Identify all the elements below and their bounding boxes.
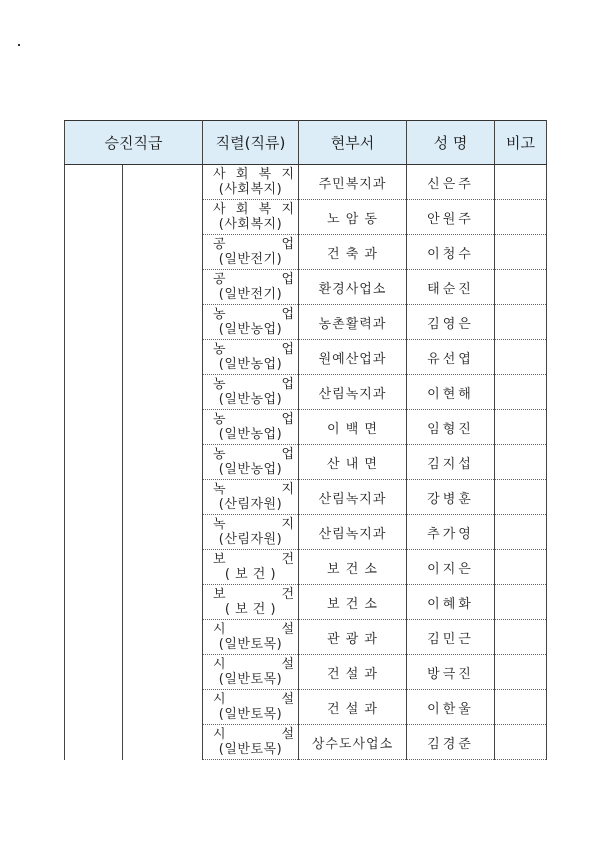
position-char: 보	[213, 587, 226, 602]
position-cell	[203, 445, 299, 480]
position-class: (일반농업)	[218, 427, 283, 442]
note-cell	[495, 305, 547, 340]
position-char: 지	[281, 482, 294, 497]
position-cell	[203, 270, 299, 305]
name-cell: 태순진	[407, 270, 495, 305]
position-char: 업	[281, 237, 294, 252]
department-cell: 건 축 과	[299, 235, 407, 270]
name-cell: 유선엽	[407, 340, 495, 375]
name-cell: 안원주	[407, 200, 495, 235]
note-cell	[495, 410, 547, 445]
position-series	[203, 237, 298, 252]
position-cell	[203, 235, 299, 270]
note-cell	[495, 445, 547, 480]
name-cell: 방극진	[407, 655, 495, 690]
position-char: 시	[213, 657, 226, 672]
department-cell: 산림녹지과	[299, 480, 407, 515]
position-series	[203, 377, 298, 392]
position-char: 공	[213, 272, 226, 287]
table-body	[65, 165, 547, 760]
position-series	[203, 412, 298, 427]
position-char: 업	[281, 377, 294, 392]
header-note: 비고	[495, 121, 547, 165]
note-cell	[495, 480, 547, 515]
table-header-row	[65, 121, 547, 165]
position-cell	[203, 725, 299, 760]
header-department: 현부서	[299, 121, 407, 165]
note-cell	[495, 620, 547, 655]
name-cell: 이현해	[407, 375, 495, 410]
name-cell: 이지은	[407, 550, 495, 585]
position-char: 업	[281, 447, 294, 462]
position-char: 보	[213, 552, 226, 567]
note-cell	[495, 585, 547, 620]
position-class: (일반전기)	[218, 252, 283, 267]
grade-sub-cell	[123, 165, 203, 760]
position-class: (일반농업)	[218, 392, 283, 407]
note-cell	[495, 690, 547, 725]
name-cell: 강병훈	[407, 480, 495, 515]
position-char: 녹	[213, 482, 226, 497]
name-cell: 김지섭	[407, 445, 495, 480]
position-series	[203, 482, 298, 497]
position-series	[203, 692, 298, 707]
position-series	[203, 552, 298, 567]
note-cell	[495, 235, 547, 270]
name-cell: 추가영	[407, 515, 495, 550]
table-row	[65, 165, 547, 200]
note-cell	[495, 515, 547, 550]
promotion-table	[64, 120, 547, 760]
department-cell: 보 건 소	[299, 585, 407, 620]
name-cell: 이청수	[407, 235, 495, 270]
position-series	[203, 272, 298, 287]
position-char: 사	[213, 167, 226, 182]
department-cell: 건 설 과	[299, 690, 407, 725]
position-class: ( 보 건 )	[224, 602, 277, 617]
name-cell: 김민근	[407, 620, 495, 655]
position-char: 농	[213, 412, 226, 427]
position-char: 회	[235, 167, 249, 182]
position-char: 농	[213, 307, 226, 322]
name-cell: 이혜화	[407, 585, 495, 620]
position-cell	[203, 410, 299, 445]
position-cell	[203, 655, 299, 690]
position-char: 업	[281, 307, 294, 322]
name-cell: 김경준	[407, 725, 495, 760]
department-cell: 산림녹지과	[299, 515, 407, 550]
position-char: 농	[213, 377, 226, 392]
department-cell: 산림녹지과	[299, 375, 407, 410]
department-cell: 건 설 과	[299, 655, 407, 690]
position-series	[203, 167, 298, 182]
grade-cell	[65, 165, 123, 760]
position-char: 회	[235, 202, 249, 217]
page-mark	[18, 44, 20, 46]
position-series	[203, 517, 298, 532]
department-cell: 원예산업과	[299, 340, 407, 375]
department-cell: 관 광 과	[299, 620, 407, 655]
position-class: (일반토목)	[218, 672, 283, 687]
position-cell	[203, 305, 299, 340]
position-class: (일반농업)	[218, 357, 283, 372]
position-char: 녹	[213, 517, 226, 532]
position-series	[203, 727, 298, 742]
note-cell	[495, 725, 547, 760]
position-char: 공	[213, 237, 226, 252]
position-class: (일반토목)	[218, 742, 283, 757]
position-char: 건	[281, 587, 294, 602]
position-class: (일반농업)	[218, 322, 283, 337]
position-char: 지	[281, 202, 294, 217]
name-cell: 임형진	[407, 410, 495, 445]
position-char: 설	[281, 727, 294, 742]
department-cell: 산 내 면	[299, 445, 407, 480]
position-char: 시	[213, 622, 226, 637]
position-cell	[203, 585, 299, 620]
position-cell	[203, 690, 299, 725]
note-cell	[495, 340, 547, 375]
department-cell: 이 백 면	[299, 410, 407, 445]
position-series	[203, 307, 298, 322]
position-char: 농	[213, 342, 226, 357]
position-series	[203, 342, 298, 357]
position-class: (산림자원)	[218, 497, 283, 512]
position-char: 설	[281, 692, 294, 707]
position-series	[203, 622, 298, 637]
position-char: 시	[213, 692, 226, 707]
position-cell	[203, 550, 299, 585]
position-char: 업	[281, 272, 294, 287]
position-char: 설	[281, 622, 294, 637]
position-char: 설	[281, 657, 294, 672]
department-cell: 노 암 동	[299, 200, 407, 235]
position-char: 업	[281, 412, 294, 427]
position-char: 복	[258, 167, 272, 182]
position-char: 건	[281, 552, 294, 567]
position-char: 지	[281, 517, 294, 532]
position-class: (일반농업)	[218, 462, 283, 477]
position-class: (일반전기)	[218, 287, 283, 302]
position-char: 업	[281, 342, 294, 357]
position-char: 복	[258, 202, 272, 217]
position-cell	[203, 480, 299, 515]
position-char: 사	[213, 202, 226, 217]
department-cell: 농촌활력과	[299, 305, 407, 340]
note-cell	[495, 375, 547, 410]
position-cell	[203, 200, 299, 235]
position-class: (일반토목)	[218, 707, 283, 722]
position-char: 농	[213, 447, 226, 462]
position-series	[203, 587, 298, 602]
note-cell	[495, 165, 547, 200]
position-cell	[203, 375, 299, 410]
name-cell: 김영은	[407, 305, 495, 340]
position-cell	[203, 165, 299, 200]
header-grade: 승진직급	[65, 121, 203, 165]
position-class: (산림자원)	[218, 532, 283, 547]
department-cell: 주민복지과	[299, 165, 407, 200]
name-cell: 신은주	[407, 165, 495, 200]
position-class: (사회복지)	[218, 182, 283, 197]
department-cell: 보 건 소	[299, 550, 407, 585]
position-cell	[203, 515, 299, 550]
position-series	[203, 202, 298, 217]
position-char: 시	[213, 727, 226, 742]
position-char: 지	[281, 167, 294, 182]
position-class: (사회복지)	[218, 217, 283, 232]
name-cell: 이한울	[407, 690, 495, 725]
note-cell	[495, 200, 547, 235]
header-name: 성 명	[407, 121, 495, 165]
department-cell: 상수도사업소	[299, 725, 407, 760]
note-cell	[495, 270, 547, 305]
position-class: ( 보 건 )	[224, 567, 277, 582]
note-cell	[495, 655, 547, 690]
position-class: (일반토목)	[218, 637, 283, 652]
position-cell	[203, 340, 299, 375]
department-cell: 환경사업소	[299, 270, 407, 305]
header-position: 직렬(직류)	[203, 121, 299, 165]
position-series	[203, 447, 298, 462]
note-cell	[495, 550, 547, 585]
position-cell	[203, 620, 299, 655]
position-series	[203, 657, 298, 672]
